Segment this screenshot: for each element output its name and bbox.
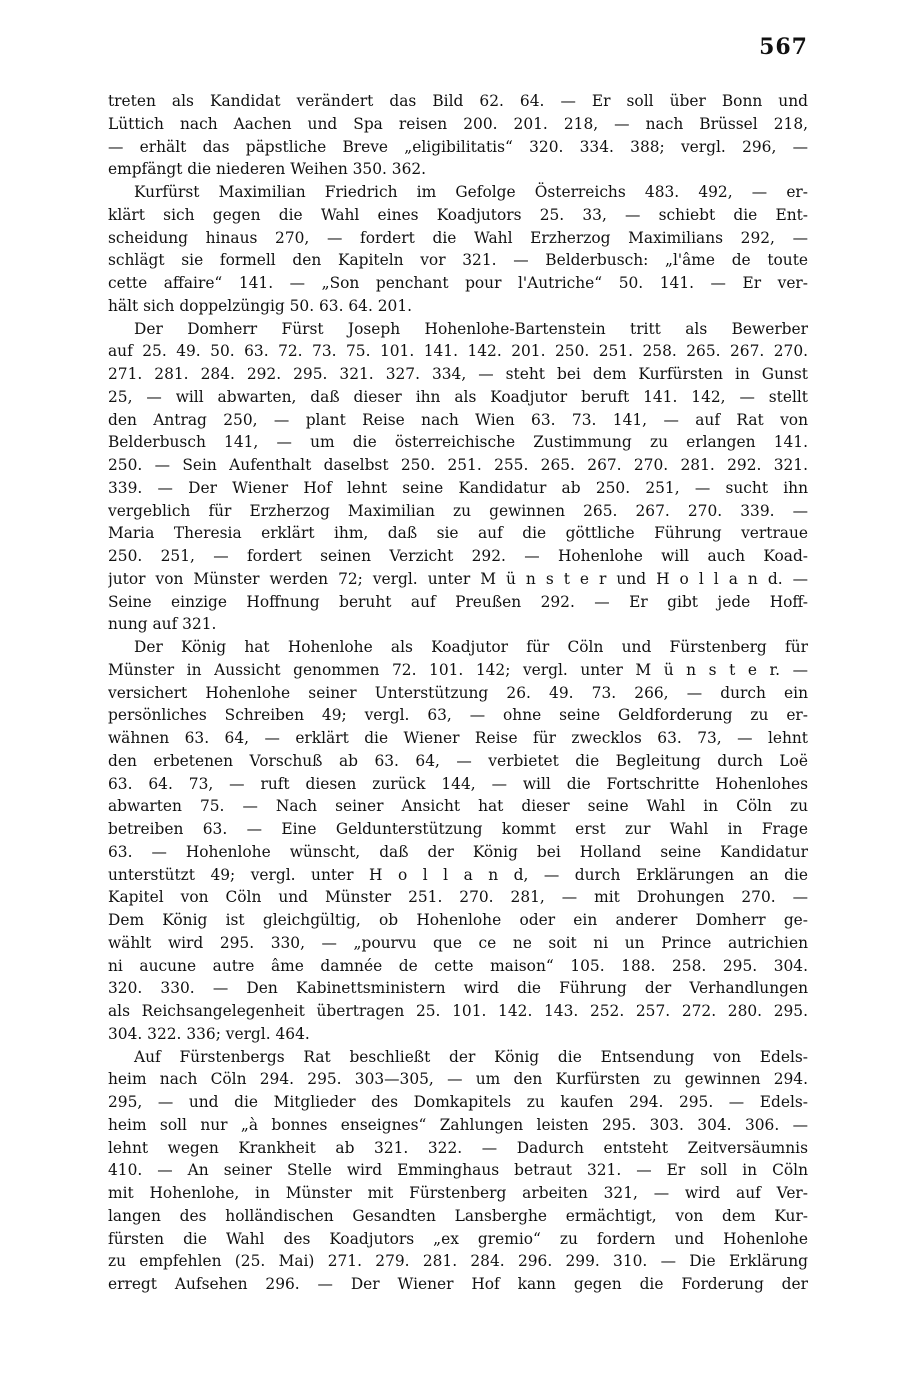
text-line: den Antrag 250, — plant Reise nach Wien 63. 73. 141, — auf Rat von — [108, 410, 808, 429]
text-line: versichert Hohenlohe seiner Unterstützung 26. 49. 73. 266, — durch ein — [108, 683, 808, 702]
text-line: 295, — und die Mitglieder des Domkapitels zu kaufen 294. 295. — Edels- — [108, 1093, 808, 1111]
text-line: Belderbusch 141, — um die österreichische Zustimmung zu erlangen 141. — [108, 433, 808, 452]
page-number: 567 — [759, 34, 808, 60]
text-line: wähnen 63. 64, — erklärt die Wiener Reise für zwecklos 63. 73, — lehnt — [108, 729, 808, 747]
text-line: vergeblich für Erzherzog Maximilian zu gewinnen 265. 267. 270. 339. — — [108, 501, 808, 520]
text-line: ni aucune autre âme damnée de cette maison“ 105. 188. 258. 295. 304. — [108, 956, 808, 975]
text-line: abwarten 75. — Nach seiner Ansicht hat dieser seine Wahl in Cöln zu — [108, 797, 808, 816]
text-line: Kapitel von Cöln und Münster 251. 270. 281, — mit Drohungen 270. — — [108, 888, 808, 907]
text-line: 63. 64. 73, — ruft diesen zurück 144, — will die Fortschritte Hohenlohes — [108, 774, 808, 793]
text-line: 63. — Hohenlohe wünscht, daß der König bei Holland seine Kandidatur — [108, 842, 808, 861]
text-line: Der Domherr Fürst Joseph Hohenlohe-Bartenstein tritt als Bewerber — [134, 319, 808, 338]
text-line: Münster in Aussicht genommen 72. 101. 142; vergl. unter M ü n s t e r. — — [108, 660, 808, 679]
text-line: klärt sich gegen die Wahl eines Koadjutors 25. 33, — schiebt die Ent- — [108, 205, 808, 224]
text-line: 304. 322. 336; vergl. 464. — [108, 1024, 310, 1043]
text-line: hält sich doppelzüngig 50. 63. 64. 201. — [108, 296, 413, 315]
text-line: heim soll nur „à bonnes enseignes“ Zahlungen leisten 295. 303. 304. 306. — — [108, 1115, 808, 1134]
text-line: schlägt sie formell den Kapiteln vor 321. — Belderbusch: „l'âme de toute — [108, 251, 808, 270]
text-line: persönliches Schreiben 49; vergl. 63, — ohne seine Geldforderung zu er- — [108, 706, 808, 725]
text-line: 339. — Der Wiener Hof lehnt seine Kandidatur ab 250. 251, — sucht ihn — [108, 478, 808, 497]
text-line: 25, — will abwarten, daß dieser ihn als Koadjutor beruft 141. 142, — stellt — [108, 387, 808, 406]
text-line: 250. 251, — fordert seinen Verzicht 292. — Hohenlohe will auch Koad- — [108, 547, 808, 565]
text-line: Der König hat Hohenlohe als Koadjutor für Cöln und Fürstenberg für — [134, 638, 808, 656]
text-line: 271. 281. 284. 292. 295. 321. 327. 334, — steht bei dem Kurfürsten in Gunst — [108, 365, 808, 383]
text-line: langen des holländischen Gesandten Lansberghe ermächtigt, von dem Kur- — [108, 1206, 808, 1225]
text-line: erregt Aufsehen 296. — Der Wiener Hof kann gegen die Forderung der — [108, 1275, 808, 1293]
index-text-block — [108, 90, 808, 1296]
text-line: Dem König ist gleichgültig, ob Hohenlohe oder ein anderer Domherr ge- — [108, 911, 808, 929]
text-line: als Reichsangelegenheit übertragen 25. 101. 142. 143. 252. 257. 272. 280. 295. — [108, 1002, 808, 1020]
text-line: 250. — Sein Aufenthalt daselbst 250. 251. 255. 265. 267. 270. 281. 292. 321. — [108, 456, 808, 474]
text-line: wählt wird 295. 330, — „pourvu que ce ne soit ni un Prince autrichien — [108, 933, 808, 952]
text-line: treten als Kandidat verändert das Bild 62. 64. — Er soll über Bonn und — [108, 92, 808, 110]
text-line: Maria Theresia erklärt ihm, daß sie auf die göttliche Führung vertraue — [108, 524, 808, 543]
text-line: den erbetenen Vorschuß ab 63. 64, — verbietet die Begleitung durch Loë — [108, 751, 808, 770]
text-line: Seine einzige Hoffnung beruht auf Preußen 292. — Er gibt jede Hoff- — [108, 592, 808, 611]
text-line: — erhält das päpstliche Breve „eligibilitatis“ 320. 334. 388; vergl. 296, — — [108, 137, 808, 156]
text-line: lehnt wegen Krankheit ab 321. 322. — Dadurch entsteht Zeitversäumnis — [108, 1138, 808, 1157]
text-line: auf 25. 49. 50. 63. 72. 73. 75. 101. 141. 142. 201. 250. 251. 258. 265. 267. 270. — [108, 342, 808, 361]
text-line: fürsten die Wahl des Koadjutors „ex gremio“ zu fordern und Hohenlohe — [108, 1229, 808, 1248]
text-line: 320. 330. — Den Kabinettsministern wird die Führung der Verhandlungen — [108, 979, 808, 998]
text-line: mit Hohenlohe, in Münster mit Fürstenberg arbeiten 321, — wird auf Ver- — [108, 1184, 808, 1202]
text-line: Lüttich nach Aachen und Spa reisen 200. 201. 218, — nach Brüssel 218, — [108, 114, 808, 133]
text-line: zu empfehlen (25. Mai) 271. 279. 281. 284. 296. 299. 310. — Die Erklärung — [108, 1252, 808, 1271]
text-line: jutor von Münster werden 72; vergl. unter M ü n s t e r und H o l l a n d. — — [108, 569, 808, 588]
text-line: Kurfürst Maximilian Friedrich im Gefolge Österreichs 483. 492, — er- — [134, 183, 808, 201]
text-line: cette affaire“ 141. — „Son penchant pour l'Autriche“ 50. 141. — Er ver- — [108, 274, 808, 292]
text-line: nung auf 321. — [108, 615, 217, 634]
text-line: betreiben 63. — Eine Geldunterstützung kommt erst zur Wahl in Frage — [108, 820, 808, 838]
text-line: Auf Fürstenbergs Rat beschließt der König die Entsendung von Edels- — [134, 1047, 808, 1066]
text-line: heim nach Cöln 294. 295. 303—305, — um den Kurfürsten zu gewinnen 294. — [108, 1070, 808, 1089]
text-line: 410. — An seiner Stelle wird Emminghaus betraut 321. — Er soll in Cöln — [108, 1161, 808, 1180]
text-line: empfängt die niederen Weihen 350. 362. — [108, 160, 427, 179]
text-line: unterstützt 49; vergl. unter H o l l a n d, — durch Erklärungen an die — [108, 865, 808, 884]
text-line: scheidung hinaus 270, — fordert die Wahl Erzherzog Maximilians 292, — — [108, 228, 808, 247]
